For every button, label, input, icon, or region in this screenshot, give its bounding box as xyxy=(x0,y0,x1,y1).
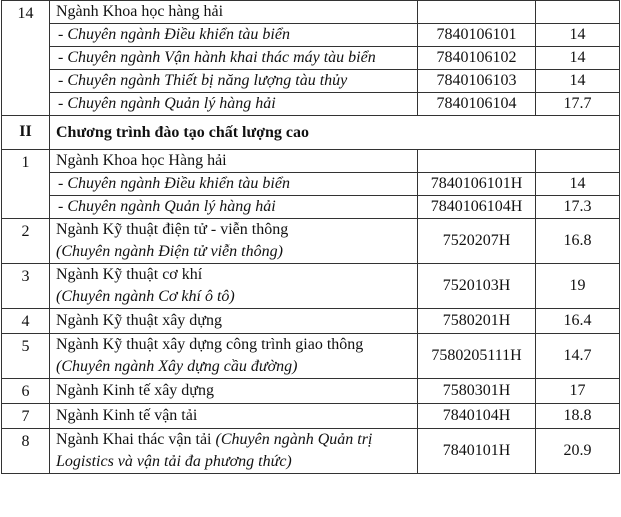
admission-score: 16.8 xyxy=(536,219,620,264)
section-number: II xyxy=(2,116,50,150)
admission-score xyxy=(536,150,620,173)
admission-score: 14 xyxy=(536,24,620,47)
major-code: 7580201H xyxy=(418,309,536,334)
major-name-line xyxy=(56,429,411,451)
specialization-note: (Chuyên ngành Xây dựng cầu đường) xyxy=(56,358,298,375)
specialization-note-continued: Logistics và vận tải đa phương thức) xyxy=(56,453,292,470)
table-row-specialization xyxy=(2,173,620,196)
table-row-major xyxy=(2,150,620,173)
table-row-major xyxy=(2,1,620,24)
major-name: Ngành Kỹ thuật xây dựng công trình giao thông xyxy=(56,336,364,353)
major-code: 7840106103 xyxy=(418,70,536,93)
table-row-specialization xyxy=(2,47,620,70)
specialization-name: - Chuyên ngành Vận hành khai thác máy tàu biển xyxy=(50,47,418,70)
admission-score: 16.4 xyxy=(536,309,620,334)
table-row-major xyxy=(2,309,620,334)
admission-score: 14.7 xyxy=(536,334,620,379)
admission-score: 14 xyxy=(536,70,620,93)
admission-score xyxy=(536,1,620,24)
row-number: 7 xyxy=(2,404,50,429)
row-number: 8 xyxy=(2,429,50,474)
row-number: 2 xyxy=(2,219,50,264)
table-row-specialization xyxy=(2,24,620,47)
admission-score-table xyxy=(1,0,620,474)
major-code: 7840101H xyxy=(418,429,536,474)
table-row-major xyxy=(2,334,620,379)
row-number: 3 xyxy=(2,264,50,309)
major-code: 7520103H xyxy=(418,264,536,309)
specialization-name: - Chuyên ngành Quản lý hàng hải xyxy=(50,196,418,219)
major-name: Ngành Khai thác vận tải xyxy=(56,431,212,448)
major-code xyxy=(418,1,536,24)
admission-score: 17.3 xyxy=(536,196,620,219)
row-number: 5 xyxy=(2,334,50,379)
major-code: 7520207H xyxy=(418,219,536,264)
major-code: 7840106104H xyxy=(418,196,536,219)
row-number: 14 xyxy=(2,1,50,116)
major-code: 7580301H xyxy=(418,379,536,404)
table-row-section xyxy=(2,116,620,150)
major-name: Ngành Kỹ thuật điện tử - viễn thông xyxy=(56,221,289,238)
specialization-name: - Chuyên ngành Thiết bị năng lượng tàu thủy xyxy=(50,70,418,93)
table-row-major xyxy=(2,379,620,404)
admission-score: 17 xyxy=(536,379,620,404)
admission-score: 14 xyxy=(536,173,620,196)
table-row-specialization xyxy=(2,196,620,219)
major-code xyxy=(418,150,536,173)
major-code: 7840106101 xyxy=(418,24,536,47)
major-name: Ngành Kinh tế vận tải xyxy=(50,404,418,429)
row-number: 1 xyxy=(2,150,50,219)
major-code: 7840106102 xyxy=(418,47,536,70)
major-name-cell xyxy=(50,334,418,379)
specialization-note: (Chuyên ngành Điện tử viễn thông) xyxy=(56,243,283,260)
table-row-specialization xyxy=(2,93,620,116)
major-name-cell xyxy=(50,219,418,264)
major-code: 7840104H xyxy=(418,404,536,429)
specialization-name: - Chuyên ngành Điều khiển tàu biển xyxy=(50,173,418,196)
major-name-cell xyxy=(50,429,418,474)
major-name-cell xyxy=(50,264,418,309)
major-code: 7580205111H xyxy=(418,334,536,379)
table-row-specialization xyxy=(2,70,620,93)
specialization-note: (Chuyên ngành Quản trị xyxy=(215,431,373,448)
row-number: 4 xyxy=(2,309,50,334)
row-number: 6 xyxy=(2,379,50,404)
table-row-major xyxy=(2,219,620,264)
section-title: Chương trình đào tạo chất lượng cao xyxy=(50,116,620,150)
admission-score: 18.8 xyxy=(536,404,620,429)
major-name: Ngành Khoa học hàng hải xyxy=(50,1,418,24)
table-row-major xyxy=(2,264,620,309)
major-name: Ngành Kinh tế xây dựng xyxy=(50,379,418,404)
major-name: Ngành Khoa học Hàng hải xyxy=(50,150,418,173)
admission-score: 19 xyxy=(536,264,620,309)
major-name: Ngành Kỹ thuật cơ khí xyxy=(56,266,203,283)
major-code: 7840106104 xyxy=(418,93,536,116)
admission-score: 20.9 xyxy=(536,429,620,474)
specialization-name: - Chuyên ngành Điều khiển tàu biển xyxy=(50,24,418,47)
admission-score: 14 xyxy=(536,47,620,70)
major-name: Ngành Kỹ thuật xây dựng xyxy=(50,309,418,334)
specialization-note: (Chuyên ngành Cơ khí ô tô) xyxy=(56,288,235,305)
specialization-name: - Chuyên ngành Quản lý hàng hải xyxy=(50,93,418,116)
major-code: 7840106101H xyxy=(418,173,536,196)
admission-score: 17.7 xyxy=(536,93,620,116)
table-row-major xyxy=(2,429,620,474)
table-row-major xyxy=(2,404,620,429)
